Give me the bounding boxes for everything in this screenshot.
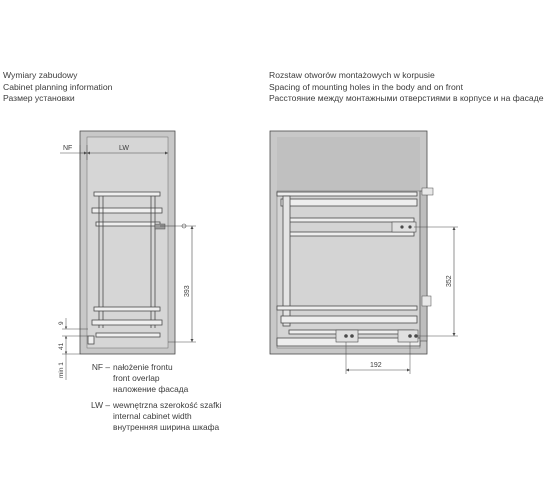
- right-front-bracket-bottom: [422, 296, 431, 306]
- dim-min-label: min 1: [58, 362, 65, 378]
- legend-nf: [82, 362, 221, 396]
- right-cabinet-drawing: [270, 131, 458, 374]
- left-caption-line-en: Cabinet planning information: [3, 81, 113, 92]
- dim-393-label: 393: [184, 285, 191, 297]
- legend-lw-line-ru: внутренняя ширина шкафа: [113, 422, 220, 433]
- legend-nf-key: NF –: [91, 362, 110, 372]
- right-front-bracket-top: [422, 188, 433, 195]
- right-cabinet-inner-top: [277, 137, 420, 191]
- nf-dim-label: NF: [63, 145, 73, 152]
- legend-lw-line-en: internal cabinet width: [113, 410, 192, 421]
- right-caption-line-en: Spacing of mounting holes in the body and on front: [269, 81, 463, 92]
- legend: [82, 362, 221, 433]
- left-caption-line-ru: Размер установки: [3, 93, 75, 104]
- dim-352-label: 352: [446, 275, 453, 287]
- lw-dim-label: LW: [119, 145, 129, 152]
- dim-41-label: 41: [58, 342, 65, 350]
- right-caption-line-pl: Rozstaw otworów montażowych w korpusie: [269, 70, 435, 80]
- legend-lw-key: LW –: [91, 399, 110, 410]
- legend-lw: [82, 400, 221, 434]
- legend-lw-line-pl: wewnętrzna szerokość szafki: [113, 399, 222, 410]
- right-front-panel: [420, 191, 427, 341]
- legend-nf-line-en: front overlap: [113, 373, 160, 384]
- dim-9-label: 9: [58, 321, 65, 325]
- legend-nf-line-ru: наложение фасада: [113, 384, 189, 395]
- dim-192-label: 192: [370, 362, 382, 369]
- right-mount-fitting-top: [392, 222, 416, 232]
- right-runner-area: [277, 191, 420, 348]
- left-cabinet-drawing: [58, 131, 196, 380]
- left-caption-line-pl: Wymiary zabudowy: [3, 70, 78, 80]
- right-caption-line-ru: Расстояние между монтажными отверстиями в корпусе и на фасаде: [269, 93, 544, 104]
- legend-nf-line-pl: nałożenie frontu: [113, 362, 173, 372]
